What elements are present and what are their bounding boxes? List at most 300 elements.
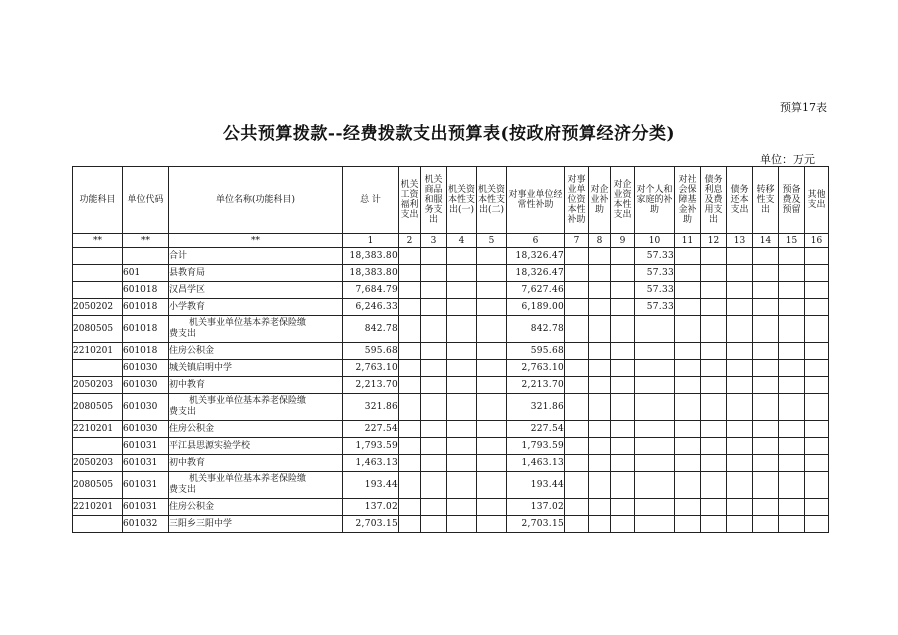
empty-cell xyxy=(447,343,477,360)
c10-cell xyxy=(635,499,675,516)
col-header-c7: 对事业单位资本性补助 xyxy=(565,167,589,234)
empty-cell xyxy=(805,299,829,316)
empty-cell xyxy=(727,265,753,282)
c10-cell xyxy=(635,421,675,438)
unit-code-cell xyxy=(123,248,169,265)
empty-cell xyxy=(701,282,727,299)
c6-cell: 2,703.15 xyxy=(507,516,565,533)
empty-cell xyxy=(779,421,805,438)
col-header-c9: 对企业资本性支出 xyxy=(611,167,635,234)
empty-cell xyxy=(675,282,701,299)
empty-cell xyxy=(447,316,477,343)
empty-cell xyxy=(805,282,829,299)
empty-cell xyxy=(675,499,701,516)
empty-cell xyxy=(753,455,779,472)
c6-cell: 227.54 xyxy=(507,421,565,438)
empty-cell xyxy=(565,377,589,394)
empty-cell xyxy=(565,516,589,533)
total-cell: 2,763.10 xyxy=(343,360,399,377)
empty-cell xyxy=(611,472,635,499)
unit-name-cell: 三阳乡三阳中学 xyxy=(169,516,343,533)
empty-cell xyxy=(779,265,805,282)
c10-cell xyxy=(635,377,675,394)
empty-cell xyxy=(675,421,701,438)
empty-cell xyxy=(565,499,589,516)
total-cell: 137.02 xyxy=(343,499,399,516)
c6-cell: 18,326.47 xyxy=(507,265,565,282)
empty-cell xyxy=(565,394,589,421)
index-cell: ** xyxy=(169,234,343,248)
empty-cell xyxy=(805,516,829,533)
index-cell: 5 xyxy=(477,234,507,248)
c10-cell xyxy=(635,394,675,421)
c10-cell xyxy=(635,343,675,360)
empty-cell xyxy=(753,265,779,282)
col-header-total: 总 计 xyxy=(343,167,399,234)
empty-cell xyxy=(421,316,447,343)
empty-cell xyxy=(611,248,635,265)
total-cell: 18,383.80 xyxy=(343,265,399,282)
func-code-cell: 2080505 xyxy=(73,316,123,343)
unit-name-cell xyxy=(169,472,343,499)
unit-name-cell: 平江县思源实验学校 xyxy=(169,438,343,455)
empty-cell xyxy=(565,360,589,377)
empty-cell xyxy=(421,265,447,282)
total-cell: 595.68 xyxy=(343,343,399,360)
col-header-c13: 债务还本支出 xyxy=(727,167,753,234)
empty-cell xyxy=(675,516,701,533)
col-header-c3: 机关商品和服务支出 xyxy=(421,167,447,234)
empty-cell xyxy=(805,499,829,516)
empty-cell xyxy=(753,377,779,394)
empty-cell xyxy=(421,438,447,455)
empty-cell xyxy=(477,516,507,533)
empty-cell xyxy=(675,455,701,472)
empty-cell xyxy=(399,282,421,299)
empty-cell xyxy=(421,299,447,316)
col-header-c2: 机关工资福利支出 xyxy=(399,167,421,234)
empty-cell xyxy=(589,360,611,377)
empty-cell xyxy=(565,421,589,438)
col-header-func-code: 功能科目 xyxy=(73,167,123,234)
empty-cell xyxy=(447,472,477,499)
index-cell: 13 xyxy=(727,234,753,248)
empty-cell xyxy=(805,265,829,282)
empty-cell xyxy=(727,360,753,377)
empty-cell xyxy=(727,282,753,299)
unit-code-cell: 601030 xyxy=(123,394,169,421)
func-code-cell: 2050203 xyxy=(73,377,123,394)
empty-cell xyxy=(753,438,779,455)
empty-cell xyxy=(779,316,805,343)
empty-cell xyxy=(399,248,421,265)
func-code-cell xyxy=(73,360,123,377)
empty-cell xyxy=(611,360,635,377)
col-header-c5: 机关资本性支出(二) xyxy=(477,167,507,234)
total-cell: 321.86 xyxy=(343,394,399,421)
empty-cell xyxy=(399,472,421,499)
empty-cell xyxy=(611,343,635,360)
unit-code-cell: 601030 xyxy=(123,421,169,438)
table-row xyxy=(73,516,829,533)
c6-cell: 193.44 xyxy=(507,472,565,499)
unit-name-line-2: 费支出 xyxy=(169,485,197,495)
empty-cell xyxy=(565,282,589,299)
total-cell: 842.78 xyxy=(343,316,399,343)
page-title: 公共预算拨款--经费拨款支出预算表(按政府预算经济分类) xyxy=(222,124,676,144)
empty-cell xyxy=(779,299,805,316)
empty-cell xyxy=(477,360,507,377)
empty-cell xyxy=(675,299,701,316)
empty-cell xyxy=(753,316,779,343)
empty-cell xyxy=(779,360,805,377)
col-header-c12: 债务利息及费用支出 xyxy=(701,167,727,234)
empty-cell xyxy=(611,455,635,472)
unit-name-cell: 县教育局 xyxy=(169,265,343,282)
unit-name-line-1: 机关事业单位基本养老保险缴 xyxy=(189,396,307,406)
empty-cell xyxy=(727,472,753,499)
empty-cell xyxy=(779,455,805,472)
empty-cell xyxy=(447,499,477,516)
empty-cell xyxy=(727,516,753,533)
unit-name-cell: 城关镇启明中学 xyxy=(169,360,343,377)
empty-cell xyxy=(477,265,507,282)
empty-cell xyxy=(701,248,727,265)
empty-cell xyxy=(753,282,779,299)
func-code-cell: 2210201 xyxy=(73,499,123,516)
empty-cell xyxy=(447,516,477,533)
empty-cell xyxy=(589,516,611,533)
empty-cell xyxy=(589,421,611,438)
func-code-cell xyxy=(73,248,123,265)
index-cell: 2 xyxy=(399,234,421,248)
empty-cell xyxy=(701,455,727,472)
unit-code-cell: 601031 xyxy=(123,472,169,499)
empty-cell xyxy=(447,282,477,299)
empty-cell xyxy=(779,394,805,421)
empty-cell xyxy=(421,472,447,499)
empty-cell xyxy=(589,455,611,472)
empty-cell xyxy=(727,316,753,343)
empty-cell xyxy=(589,316,611,343)
unit-name-line-1: 机关事业单位基本养老保险缴 xyxy=(189,474,307,484)
empty-cell xyxy=(477,499,507,516)
c6-cell: 18,326.47 xyxy=(507,248,565,265)
unit-code-cell: 601030 xyxy=(123,377,169,394)
empty-cell xyxy=(421,499,447,516)
empty-cell xyxy=(399,438,421,455)
empty-cell xyxy=(805,455,829,472)
empty-cell xyxy=(675,316,701,343)
empty-cell xyxy=(727,343,753,360)
index-cell: 9 xyxy=(611,234,635,248)
empty-cell xyxy=(447,265,477,282)
empty-cell xyxy=(421,248,447,265)
empty-cell xyxy=(447,421,477,438)
index-cell: 14 xyxy=(753,234,779,248)
func-code-cell xyxy=(73,516,123,533)
index-cell: 4 xyxy=(447,234,477,248)
col-header-c6: 对事业单位经常性补助 xyxy=(507,167,565,234)
empty-cell xyxy=(805,360,829,377)
unit-name-cell: 小学教育 xyxy=(169,299,343,316)
empty-cell xyxy=(399,455,421,472)
total-cell: 1,793.59 xyxy=(343,438,399,455)
empty-cell xyxy=(447,438,477,455)
empty-cell xyxy=(675,377,701,394)
table-row xyxy=(73,472,829,499)
empty-cell xyxy=(447,248,477,265)
unit-name-line-1: 机关事业单位基本养老保险缴 xyxy=(189,318,307,328)
c6-cell: 595.68 xyxy=(507,343,565,360)
empty-cell xyxy=(477,316,507,343)
empty-cell xyxy=(589,377,611,394)
unit-code-cell: 601031 xyxy=(123,499,169,516)
empty-cell xyxy=(611,516,635,533)
empty-cell xyxy=(565,299,589,316)
table-row xyxy=(73,455,829,472)
empty-cell xyxy=(675,343,701,360)
empty-cell xyxy=(565,472,589,499)
empty-cell xyxy=(701,499,727,516)
table-row xyxy=(73,343,829,360)
unit-code-cell: 601030 xyxy=(123,360,169,377)
unit-name-cell: 汉昌学区 xyxy=(169,282,343,299)
c6-cell: 1,463.13 xyxy=(507,455,565,472)
empty-cell xyxy=(753,472,779,499)
empty-cell xyxy=(753,343,779,360)
c10-cell xyxy=(635,455,675,472)
empty-cell xyxy=(589,282,611,299)
c10-cell xyxy=(635,316,675,343)
empty-cell xyxy=(701,516,727,533)
index-row xyxy=(73,234,829,248)
unit-name-cell: 住房公积金 xyxy=(169,499,343,516)
table-row xyxy=(73,360,829,377)
empty-cell xyxy=(421,394,447,421)
empty-cell xyxy=(727,377,753,394)
unit-code-cell: 601018 xyxy=(123,299,169,316)
empty-cell xyxy=(421,516,447,533)
empty-cell xyxy=(399,265,421,282)
unit-name-cell: 住房公积金 xyxy=(169,421,343,438)
empty-cell xyxy=(701,438,727,455)
table-row xyxy=(73,394,829,421)
empty-cell xyxy=(727,248,753,265)
empty-cell xyxy=(399,360,421,377)
empty-cell xyxy=(611,377,635,394)
func-code-cell: 2210201 xyxy=(73,421,123,438)
empty-cell xyxy=(805,316,829,343)
total-cell: 18,383.80 xyxy=(343,248,399,265)
col-header-unit-name: 单位名称(功能科目) xyxy=(169,167,343,234)
empty-cell xyxy=(727,394,753,421)
index-cell: 6 xyxy=(507,234,565,248)
c10-cell xyxy=(635,438,675,455)
empty-cell xyxy=(477,299,507,316)
empty-cell xyxy=(779,343,805,360)
empty-cell xyxy=(611,438,635,455)
form-number: 预算17表 xyxy=(780,101,827,114)
func-code-cell: 2080505 xyxy=(73,394,123,421)
empty-cell xyxy=(565,455,589,472)
empty-cell xyxy=(805,343,829,360)
empty-cell xyxy=(753,394,779,421)
empty-cell xyxy=(701,343,727,360)
index-cell: 15 xyxy=(779,234,805,248)
func-code-cell xyxy=(73,438,123,455)
unit-name-cell: 住房公积金 xyxy=(169,343,343,360)
empty-cell xyxy=(399,316,421,343)
unit-code-cell: 601018 xyxy=(123,316,169,343)
table-row xyxy=(73,438,829,455)
unit-name-cell xyxy=(169,316,343,343)
empty-cell xyxy=(675,472,701,499)
empty-cell xyxy=(399,343,421,360)
empty-cell xyxy=(447,360,477,377)
empty-cell xyxy=(477,421,507,438)
header-row xyxy=(73,167,829,234)
empty-cell xyxy=(701,316,727,343)
empty-cell xyxy=(701,360,727,377)
c6-cell: 137.02 xyxy=(507,499,565,516)
empty-cell xyxy=(753,516,779,533)
col-header-c14: 转移性支出 xyxy=(753,167,779,234)
empty-cell xyxy=(753,421,779,438)
index-cell: 12 xyxy=(701,234,727,248)
c6-cell: 1,793.59 xyxy=(507,438,565,455)
empty-cell xyxy=(477,282,507,299)
empty-cell xyxy=(753,360,779,377)
index-cell: ** xyxy=(123,234,169,248)
c6-cell: 2,213.70 xyxy=(507,377,565,394)
empty-cell xyxy=(589,248,611,265)
unit-name-cell: 初中教育 xyxy=(169,455,343,472)
empty-cell xyxy=(589,265,611,282)
empty-cell xyxy=(753,299,779,316)
unit-label: 单位：万元 xyxy=(760,153,815,166)
table-row xyxy=(73,299,829,316)
c6-cell: 842.78 xyxy=(507,316,565,343)
index-cell: 7 xyxy=(565,234,589,248)
col-header-c4: 机关资本性支出(一) xyxy=(447,167,477,234)
empty-cell xyxy=(477,377,507,394)
empty-cell xyxy=(701,377,727,394)
empty-cell xyxy=(589,394,611,421)
empty-cell xyxy=(675,248,701,265)
empty-cell xyxy=(727,421,753,438)
empty-cell xyxy=(675,265,701,282)
empty-cell xyxy=(477,438,507,455)
empty-cell xyxy=(477,248,507,265)
empty-cell xyxy=(611,499,635,516)
table-row xyxy=(73,282,829,299)
empty-cell xyxy=(753,499,779,516)
table-row xyxy=(73,499,829,516)
col-header-unit-code: 单位代码 xyxy=(123,167,169,234)
unit-code-cell: 601031 xyxy=(123,438,169,455)
empty-cell xyxy=(565,265,589,282)
empty-cell xyxy=(589,438,611,455)
empty-cell xyxy=(779,499,805,516)
c10-cell xyxy=(635,516,675,533)
empty-cell xyxy=(805,438,829,455)
empty-cell xyxy=(589,472,611,499)
func-code-cell: 2050203 xyxy=(73,455,123,472)
func-code-cell: 2050202 xyxy=(73,299,123,316)
budget-table xyxy=(72,166,829,533)
total-cell: 227.54 xyxy=(343,421,399,438)
empty-cell xyxy=(447,299,477,316)
empty-cell xyxy=(447,455,477,472)
empty-cell xyxy=(779,438,805,455)
empty-cell xyxy=(701,472,727,499)
total-cell: 2,213.70 xyxy=(343,377,399,394)
col-header-c10: 对个人和家庭的补助 xyxy=(635,167,675,234)
empty-cell xyxy=(589,343,611,360)
total-cell: 193.44 xyxy=(343,472,399,499)
empty-cell xyxy=(805,421,829,438)
func-code-cell xyxy=(73,282,123,299)
empty-cell xyxy=(753,248,779,265)
c10-cell xyxy=(635,472,675,499)
empty-cell xyxy=(477,394,507,421)
empty-cell xyxy=(565,438,589,455)
unit-code-cell: 601018 xyxy=(123,282,169,299)
empty-cell xyxy=(611,265,635,282)
empty-cell xyxy=(565,316,589,343)
unit-code-cell: 601031 xyxy=(123,455,169,472)
empty-cell xyxy=(565,343,589,360)
empty-cell xyxy=(477,455,507,472)
index-cell: ** xyxy=(73,234,123,248)
empty-cell xyxy=(675,438,701,455)
empty-cell xyxy=(611,316,635,343)
empty-cell xyxy=(805,377,829,394)
c6-cell: 7,627.46 xyxy=(507,282,565,299)
index-cell: 10 xyxy=(635,234,675,248)
total-cell: 7,684.79 xyxy=(343,282,399,299)
func-code-cell: 2080505 xyxy=(73,472,123,499)
empty-cell xyxy=(805,472,829,499)
c10-cell: 57.33 xyxy=(635,265,675,282)
unit-name-cell xyxy=(169,394,343,421)
empty-cell xyxy=(701,394,727,421)
empty-cell xyxy=(779,282,805,299)
unit-name-line-2: 费支出 xyxy=(169,407,197,417)
func-code-cell xyxy=(73,265,123,282)
index-cell: 1 xyxy=(343,234,399,248)
empty-cell xyxy=(727,438,753,455)
empty-cell xyxy=(727,299,753,316)
unit-name-line-2: 费支出 xyxy=(169,329,197,339)
col-header-c15: 预备费及预留 xyxy=(779,167,805,234)
table-row xyxy=(73,421,829,438)
empty-cell xyxy=(589,499,611,516)
c10-cell xyxy=(635,360,675,377)
empty-cell xyxy=(727,499,753,516)
empty-cell xyxy=(399,499,421,516)
empty-cell xyxy=(805,248,829,265)
c6-cell: 321.86 xyxy=(507,394,565,421)
empty-cell xyxy=(421,282,447,299)
empty-cell xyxy=(779,377,805,394)
col-header-c8: 对企业补助 xyxy=(589,167,611,234)
empty-cell xyxy=(701,299,727,316)
empty-cell xyxy=(611,299,635,316)
total-cell: 2,703.15 xyxy=(343,516,399,533)
empty-cell xyxy=(421,360,447,377)
